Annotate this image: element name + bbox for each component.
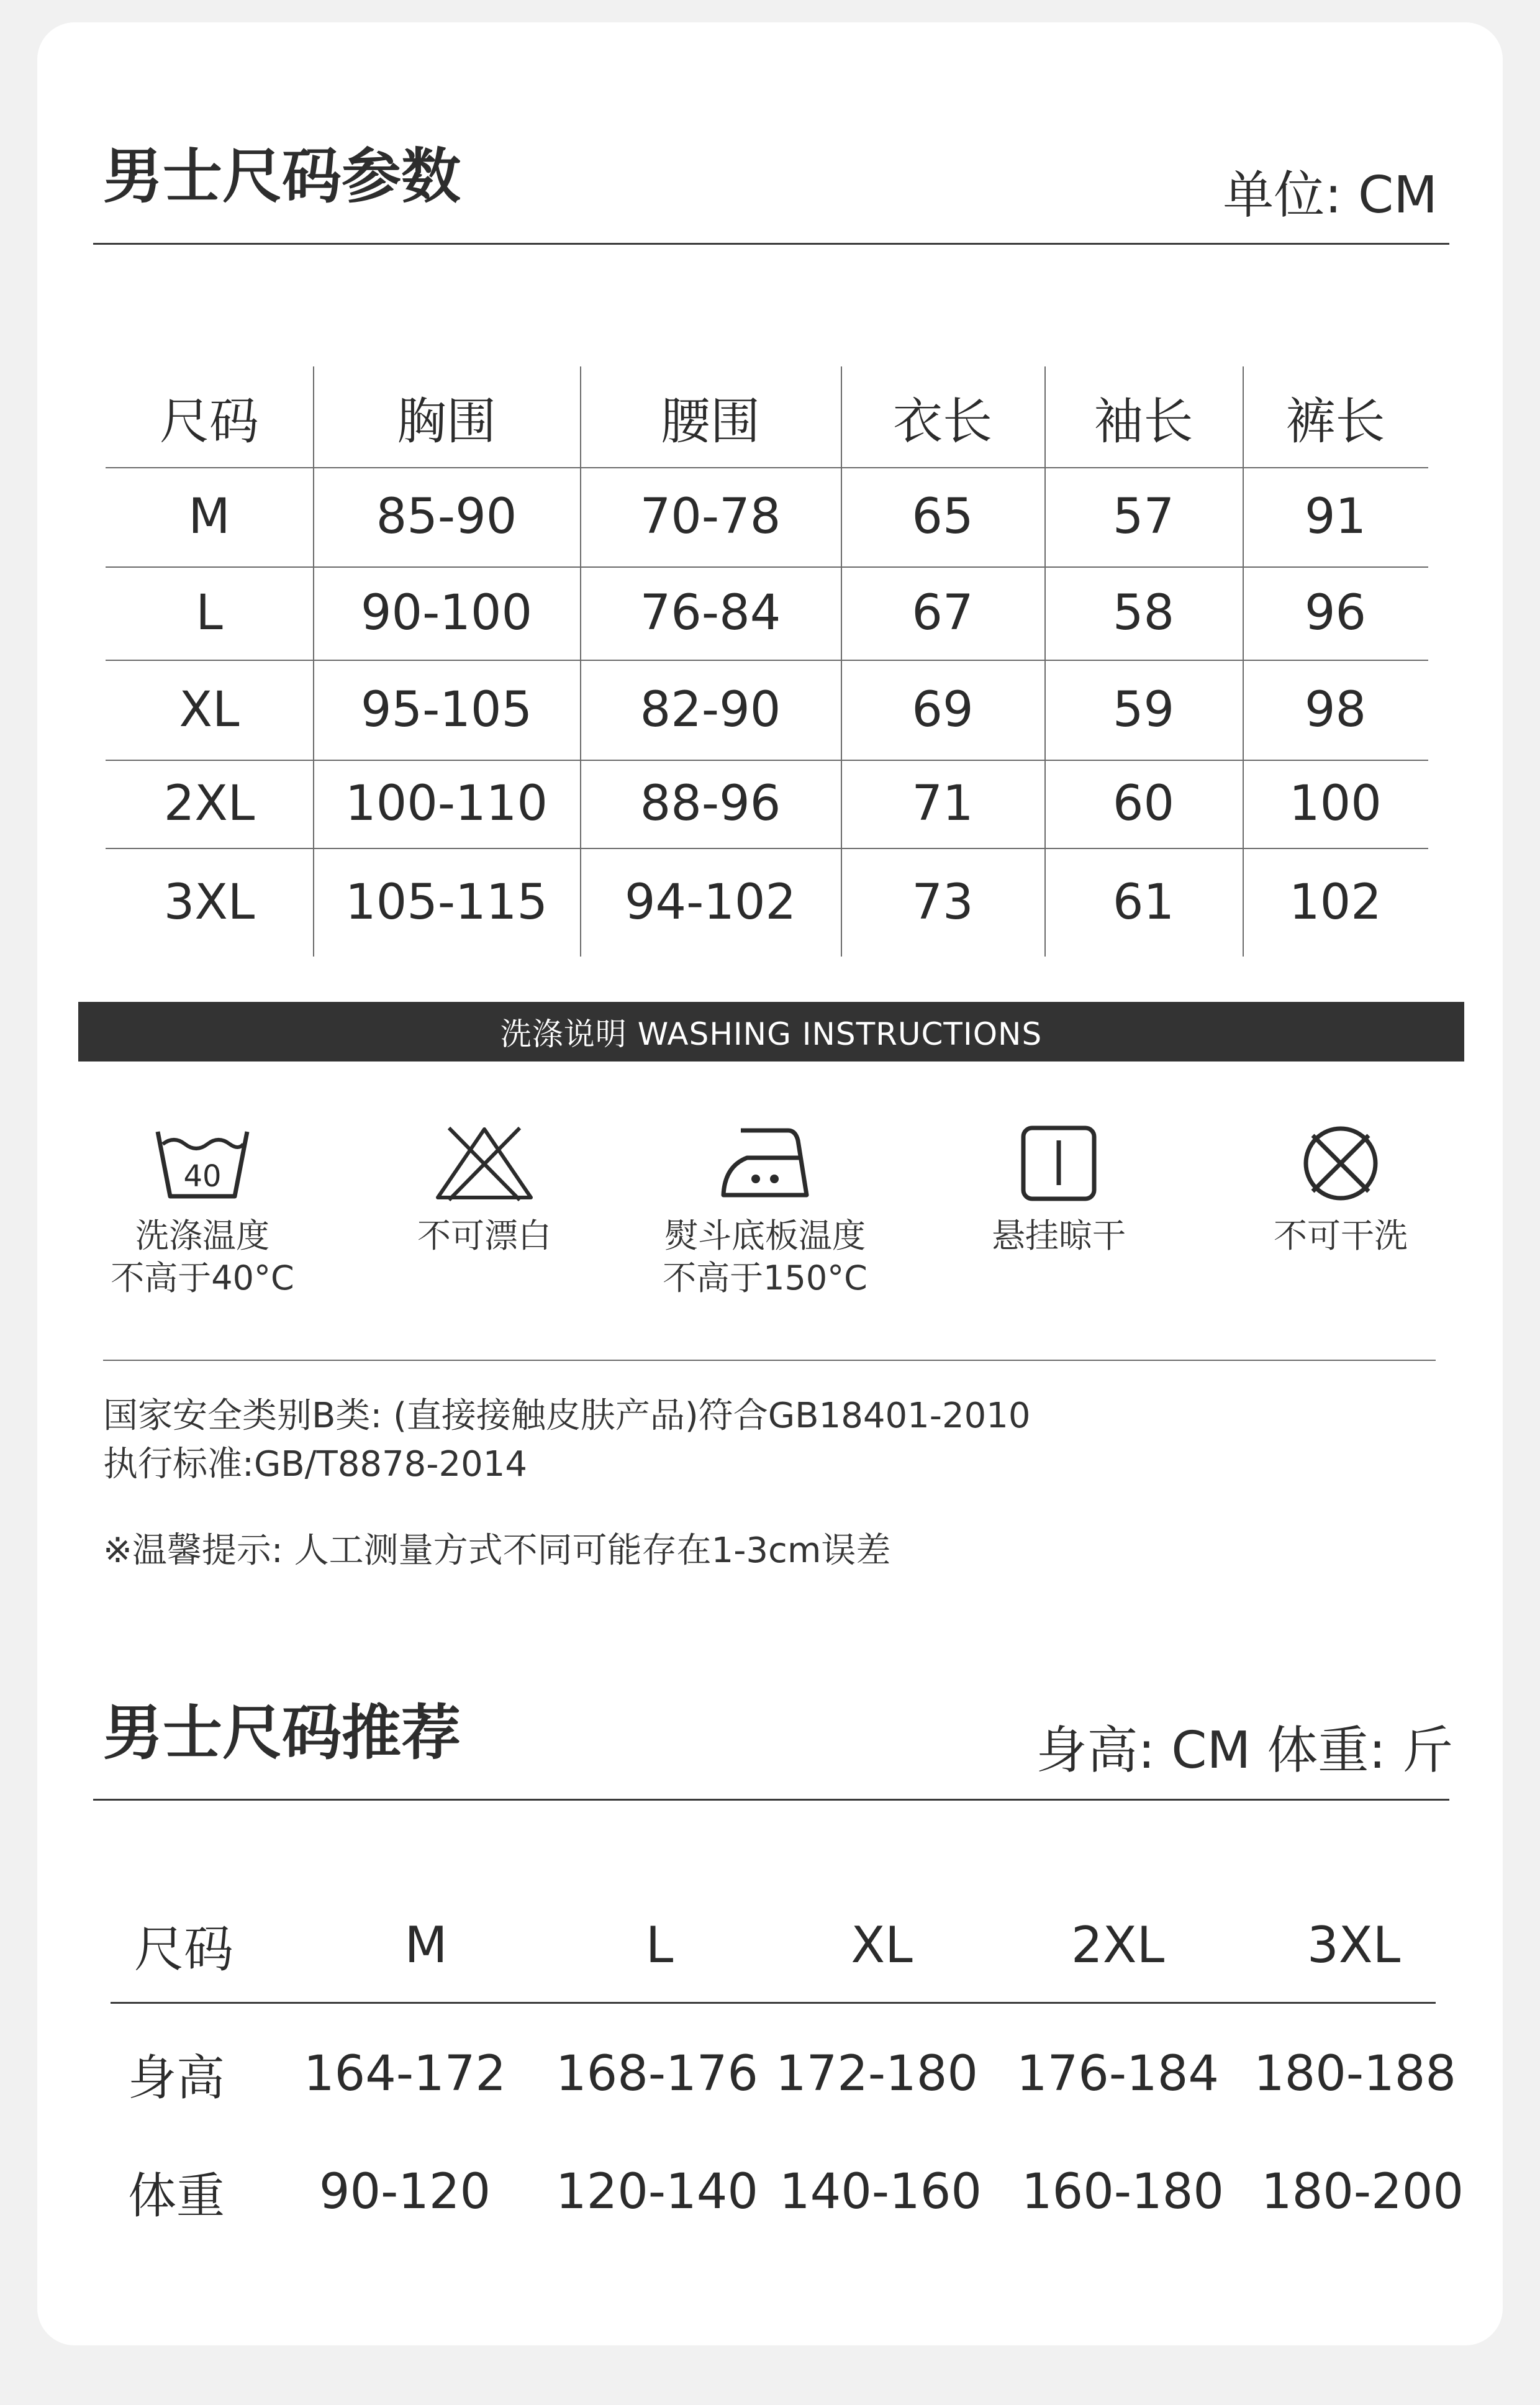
table-row-divider <box>106 848 1428 849</box>
table-cell: 98 <box>1304 681 1367 738</box>
recommend-cell: 180-200 <box>1261 2164 1464 2220</box>
recommend-cell: 168-176 <box>556 2046 758 2102</box>
table-cell: 102 <box>1289 874 1382 930</box>
table-cell: 69 <box>912 681 974 738</box>
table-column-divider <box>1044 366 1046 957</box>
table-column-divider <box>580 366 581 957</box>
recommend-cell: 180-188 <box>1254 2046 1456 2102</box>
table-cell: 59 <box>1112 681 1175 738</box>
measurement-tip: ※温馨提示: 人工测量方式不同可能存在1-3cm误差 <box>103 1530 891 1571</box>
table-cell: L <box>196 585 223 641</box>
table-row-divider <box>106 566 1428 568</box>
table-cell: 100 <box>1289 776 1382 832</box>
table-cell: 61 <box>1112 874 1175 930</box>
notes-divider <box>103 1360 1436 1361</box>
hang-dry-icon <box>956 1123 1161 1204</box>
table-cell: M <box>188 489 230 545</box>
table-cell: 71 <box>912 776 974 832</box>
table-cell: 82-90 <box>640 681 781 738</box>
table-row-divider <box>106 660 1428 661</box>
table-cell: 94-102 <box>624 874 797 930</box>
table-cell: 85-90 <box>376 489 517 545</box>
table-column-divider <box>313 366 314 957</box>
table-cell: 67 <box>912 585 974 641</box>
table-header-cell: 袖长 <box>1094 392 1194 450</box>
table-cell: 2XL <box>163 776 255 832</box>
care-item-iron <box>663 1123 867 1299</box>
care-item-hang-dry <box>956 1123 1161 1257</box>
table-cell: 60 <box>1112 776 1175 832</box>
table-cell: 65 <box>912 489 974 545</box>
table-cell: 70-78 <box>640 489 781 545</box>
table-cell: 90-100 <box>360 585 533 641</box>
table-cell: XL <box>179 681 240 738</box>
standard-note: 执行标准:GB/T8878-2014 <box>103 1444 527 1484</box>
table-cell: 96 <box>1304 585 1367 641</box>
recommend-cell: 140-160 <box>779 2164 982 2220</box>
recommend-cell: 体重 <box>127 2168 225 2224</box>
section-divider <box>93 1799 1449 1801</box>
recommend-header-divider <box>111 2002 1436 2004</box>
no-dry-clean-icon <box>1238 1123 1443 1204</box>
care-label: 洗涤温度 不高于40°C <box>111 1216 294 1298</box>
no-bleach-icon <box>382 1123 587 1204</box>
iron-icon <box>663 1123 867 1204</box>
care-label: 不可干洗 <box>1274 1216 1408 1255</box>
care-item-wash-temp <box>100 1123 305 1299</box>
recommend-cell: 90-120 <box>319 2164 491 2220</box>
table-column-divider <box>841 366 842 957</box>
care-label: 悬挂晾干 <box>992 1216 1126 1255</box>
size-params-title: 男士尺码参数 <box>103 142 461 211</box>
table-cell: 95-105 <box>360 681 533 738</box>
recommend-header-cell: 尺码 <box>134 1920 233 1978</box>
table-row-divider <box>106 467 1428 468</box>
table-header-cell: 腰围 <box>661 392 760 450</box>
table-header-cell: 裤长 <box>1285 392 1385 450</box>
table-header-cell: 尺码 <box>160 392 259 450</box>
recommend-header-cell: 2XL <box>1071 1916 1165 1974</box>
recommend-header-cell: XL <box>851 1916 913 1974</box>
table-header-cell: 衣长 <box>893 392 992 450</box>
table-header-cell: 胸围 <box>397 392 496 450</box>
table-row-divider <box>106 760 1428 761</box>
washing-instructions-banner: 洗涤说明 WASHING INSTRUCTIONS <box>78 1002 1464 1062</box>
table-cell: 3XL <box>163 874 255 930</box>
table-cell: 58 <box>1112 585 1175 641</box>
table-cell: 76-84 <box>640 585 781 641</box>
care-item-no-bleach <box>382 1123 587 1257</box>
recommend-cell: 172-180 <box>776 2046 978 2102</box>
care-label: 不可漂白 <box>417 1216 551 1255</box>
recommend-header-cell: 3XL <box>1307 1916 1401 1974</box>
svg-text:40: 40 <box>183 1159 222 1194</box>
care-item-no-dry-clean <box>1238 1123 1443 1257</box>
wash-40-icon <box>100 1123 305 1204</box>
table-cell: 91 <box>1304 489 1367 545</box>
size-params-unit: 单位: CM <box>1223 166 1438 225</box>
recommend-cell: 身高 <box>127 2050 225 2106</box>
table-cell: 73 <box>912 874 974 930</box>
recommend-header-cell: L <box>645 1916 674 1974</box>
safety-class-note: 国家安全类别B类: (直接接触皮肤产品)符合GB18401-2010 <box>103 1396 1031 1436</box>
section-divider <box>93 243 1449 245</box>
care-label: 熨斗底板温度 不高于150°C <box>663 1216 867 1298</box>
recommend-cell: 176-184 <box>1017 2046 1219 2102</box>
table-column-divider <box>1243 366 1244 957</box>
recommend-header-cell: M <box>404 1916 448 1974</box>
recommend-cell: 164-172 <box>304 2046 506 2102</box>
table-cell: 100-110 <box>345 776 548 832</box>
recommend-cell: 120-140 <box>556 2164 758 2220</box>
recommend-title: 男士尺码推荐 <box>103 1698 461 1768</box>
table-cell: 105-115 <box>345 874 548 930</box>
table-cell: 57 <box>1112 489 1175 545</box>
recommend-cell: 160-180 <box>1021 2164 1224 2220</box>
table-cell: 88-96 <box>640 776 781 832</box>
recommend-unit: 身高: CM 体重: 斤 <box>1036 1721 1453 1780</box>
